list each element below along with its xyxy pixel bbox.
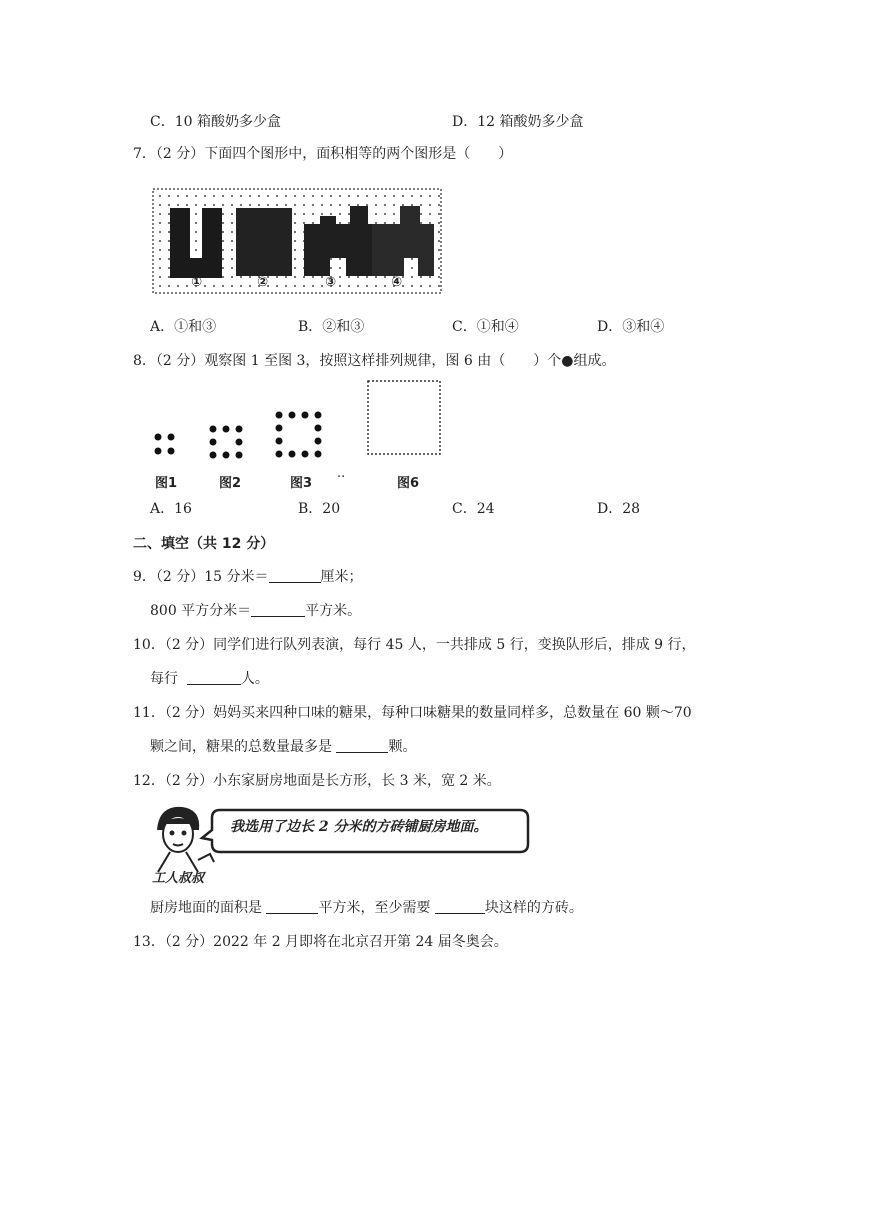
q8-option-b: B．20: [298, 501, 341, 517]
q9-blank-2[interactable]: [251, 602, 305, 617]
q10-line-1: 10．（2 分）同学们进行队列表演，每行 45 人，一共排成 5 行，变换队形后，排成 9 行，: [133, 637, 696, 653]
q10-line-2-post: 人。: [240, 671, 269, 687]
q8-stem: 8．（2 分）观察图 1 至图 3，按照这样排列规律，图 6 由（ ）个●组成。: [133, 353, 616, 369]
q8-ellipsis: ··: [337, 470, 346, 485]
q12-blank-tiles[interactable]: [435, 899, 485, 914]
q7-option-c: C．①和④: [452, 319, 519, 335]
q12-answer-pre: 厨房地面的面积是: [150, 900, 262, 916]
q8-figure-6-box: [368, 381, 440, 454]
q6-option-c: C．10 箱酸奶多少盒: [150, 114, 281, 130]
q7-shape-2: [236, 208, 292, 276]
q12-caption: 工人叔叔: [152, 871, 205, 886]
q8-option-a: A．16: [150, 501, 192, 517]
q13-stem: 13．（2 分）2022 年 2 月即将在北京召开第 24 届冬奥会。: [133, 934, 508, 950]
q9-blank-1[interactable]: [269, 568, 321, 583]
q7-figure-label-2: ②: [257, 275, 269, 290]
q6-option-d: D．12 箱酸奶多少盒: [452, 114, 584, 130]
q10-line-2-pre: 每行: [150, 671, 178, 687]
q12-answer-line: [150, 899, 583, 917]
q8-figure-label-3: 图3: [290, 476, 313, 491]
q12-answer-post: 块这样的方砖。: [484, 900, 583, 916]
q8-figure-label-6: 图6: [397, 476, 420, 491]
q7-option-a: A．①和③: [150, 319, 217, 335]
q9-line-1-post: 厘米；: [320, 569, 363, 585]
q9-line-2: [150, 602, 361, 620]
q9-line-1-pre: 9．（2 分）15 分米＝: [133, 569, 269, 585]
q11-line-2: [150, 738, 416, 756]
q10-line-2: [150, 670, 269, 688]
q7-option-b: B．②和③: [298, 319, 365, 335]
q10-blank[interactable]: [187, 670, 241, 685]
q11-blank[interactable]: [336, 738, 388, 753]
q12-stem: 12．（2 分）小东家厨房地面是长方形，长 3 米，宽 2 米。: [133, 773, 501, 789]
q7-option-d: D．③和④: [597, 319, 665, 335]
q11-line-2-pre: 颗之间，糖果的总数量最多是: [150, 739, 332, 755]
q7-figure-label-4: ④: [391, 275, 403, 290]
q7-figure-label-3: ③: [325, 275, 337, 290]
q11-line-1: 11．（2 分）妈妈买来四种口味的糖果，每种口味糖果的数量同样多，总数量在 60 颗～70: [133, 705, 692, 721]
q8-option-d: D．28: [597, 501, 641, 517]
q9-line-1: [133, 568, 363, 586]
q8-option-c: C．24: [452, 501, 495, 517]
q11-line-2-post: 颗。: [388, 739, 417, 755]
section-2-title: 二、填空（共 12 分）: [133, 536, 275, 552]
q9-line-2-post: 平方米。: [305, 603, 362, 619]
q8-figure-1-dots: [155, 434, 175, 455]
q9-line-2-pre: 800 平方分米＝: [150, 603, 252, 619]
q8-figure-2-dots: [210, 426, 243, 459]
q12-speech-text: 我选用了边长 2 分米的方砖铺厨房地面。: [230, 819, 488, 835]
q12-blank-area[interactable]: [266, 899, 318, 914]
q8-figure-label-2: 图2: [219, 476, 242, 491]
q7-figure-label-1: ①: [191, 275, 203, 290]
q8-figure-3-dots: [276, 412, 322, 458]
q7-stem: 7．（2 分）下面四个图形中，面积相等的两个图形是（ ）: [133, 146, 513, 162]
q12-answer-mid: 平方米，至少需要: [318, 900, 431, 916]
q12-worker-illustration: [148, 800, 530, 892]
q8-figure-label-1: 图1: [155, 476, 178, 491]
